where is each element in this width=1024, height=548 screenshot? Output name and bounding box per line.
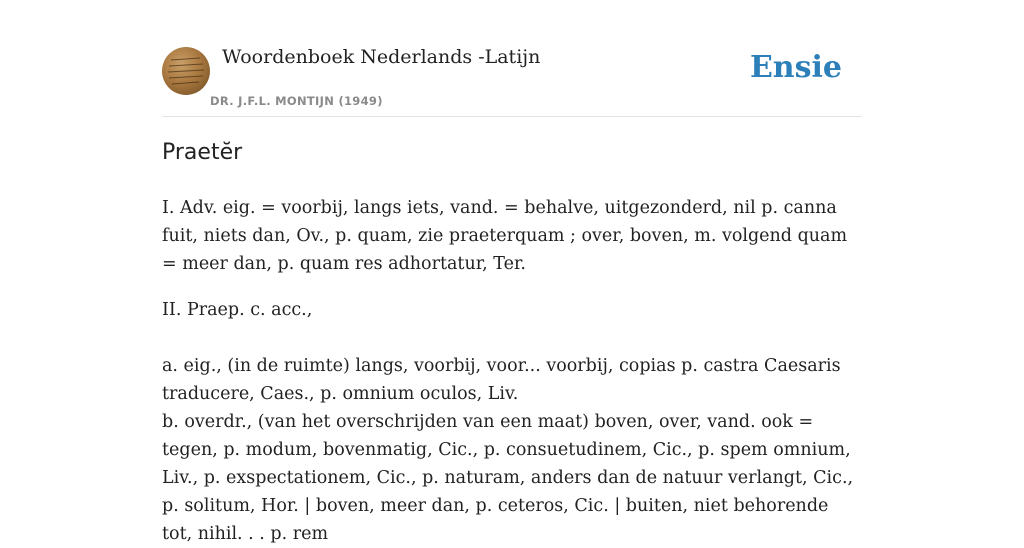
- ensie-logo[interactable]: Ensie: [749, 50, 842, 85]
- book-header: [162, 44, 862, 117]
- entry-headword: Praetĕr: [162, 140, 243, 165]
- definition-paragraph-4: b. overdr., (van het overschrijden van een maat) boven, over, vand. ook = tegen, p. modum, bovenmatig, Cic., p. consuetudinem, Cic., p. spem omnium, Liv., p. exspectationem, Cic., p. naturam, anders dan de natuur verlangt, Cic., p. solitum, Hor. | boven, meer dan, p. ceteros, Cic. | buiten, niet behorende tot, nihil. . . p. rem: [162, 412, 854, 544]
- engraved-tablet-icon[interactable]: [162, 47, 210, 95]
- definition-paragraph-3: a. eig., (in de ruimte) langs, voorbij, voor... voorbij, copias p. castra Caesaris traducere, Caes., p. omnium oculos, Liv.: [162, 356, 841, 404]
- definition-paragraph-2: II. Praep. c. acc.,: [162, 300, 313, 320]
- definition-paragraph-1: I. Adv. eig. = voorbij, langs iets, vand. = behalve, uitgezonderd, nil p. canna fuit, niets dan, Ov., p. quam, zie praeterquam ; over, boven, m. volgend quam = meer dan, p. quam res adhortatur, Ter.: [162, 198, 848, 274]
- entry-definition: [162, 194, 862, 548]
- book-author: DR. J.F.L. MONTIJN (1949): [210, 94, 383, 108]
- book-title[interactable]: Woordenboek Nederlands -Latijn: [222, 46, 541, 68]
